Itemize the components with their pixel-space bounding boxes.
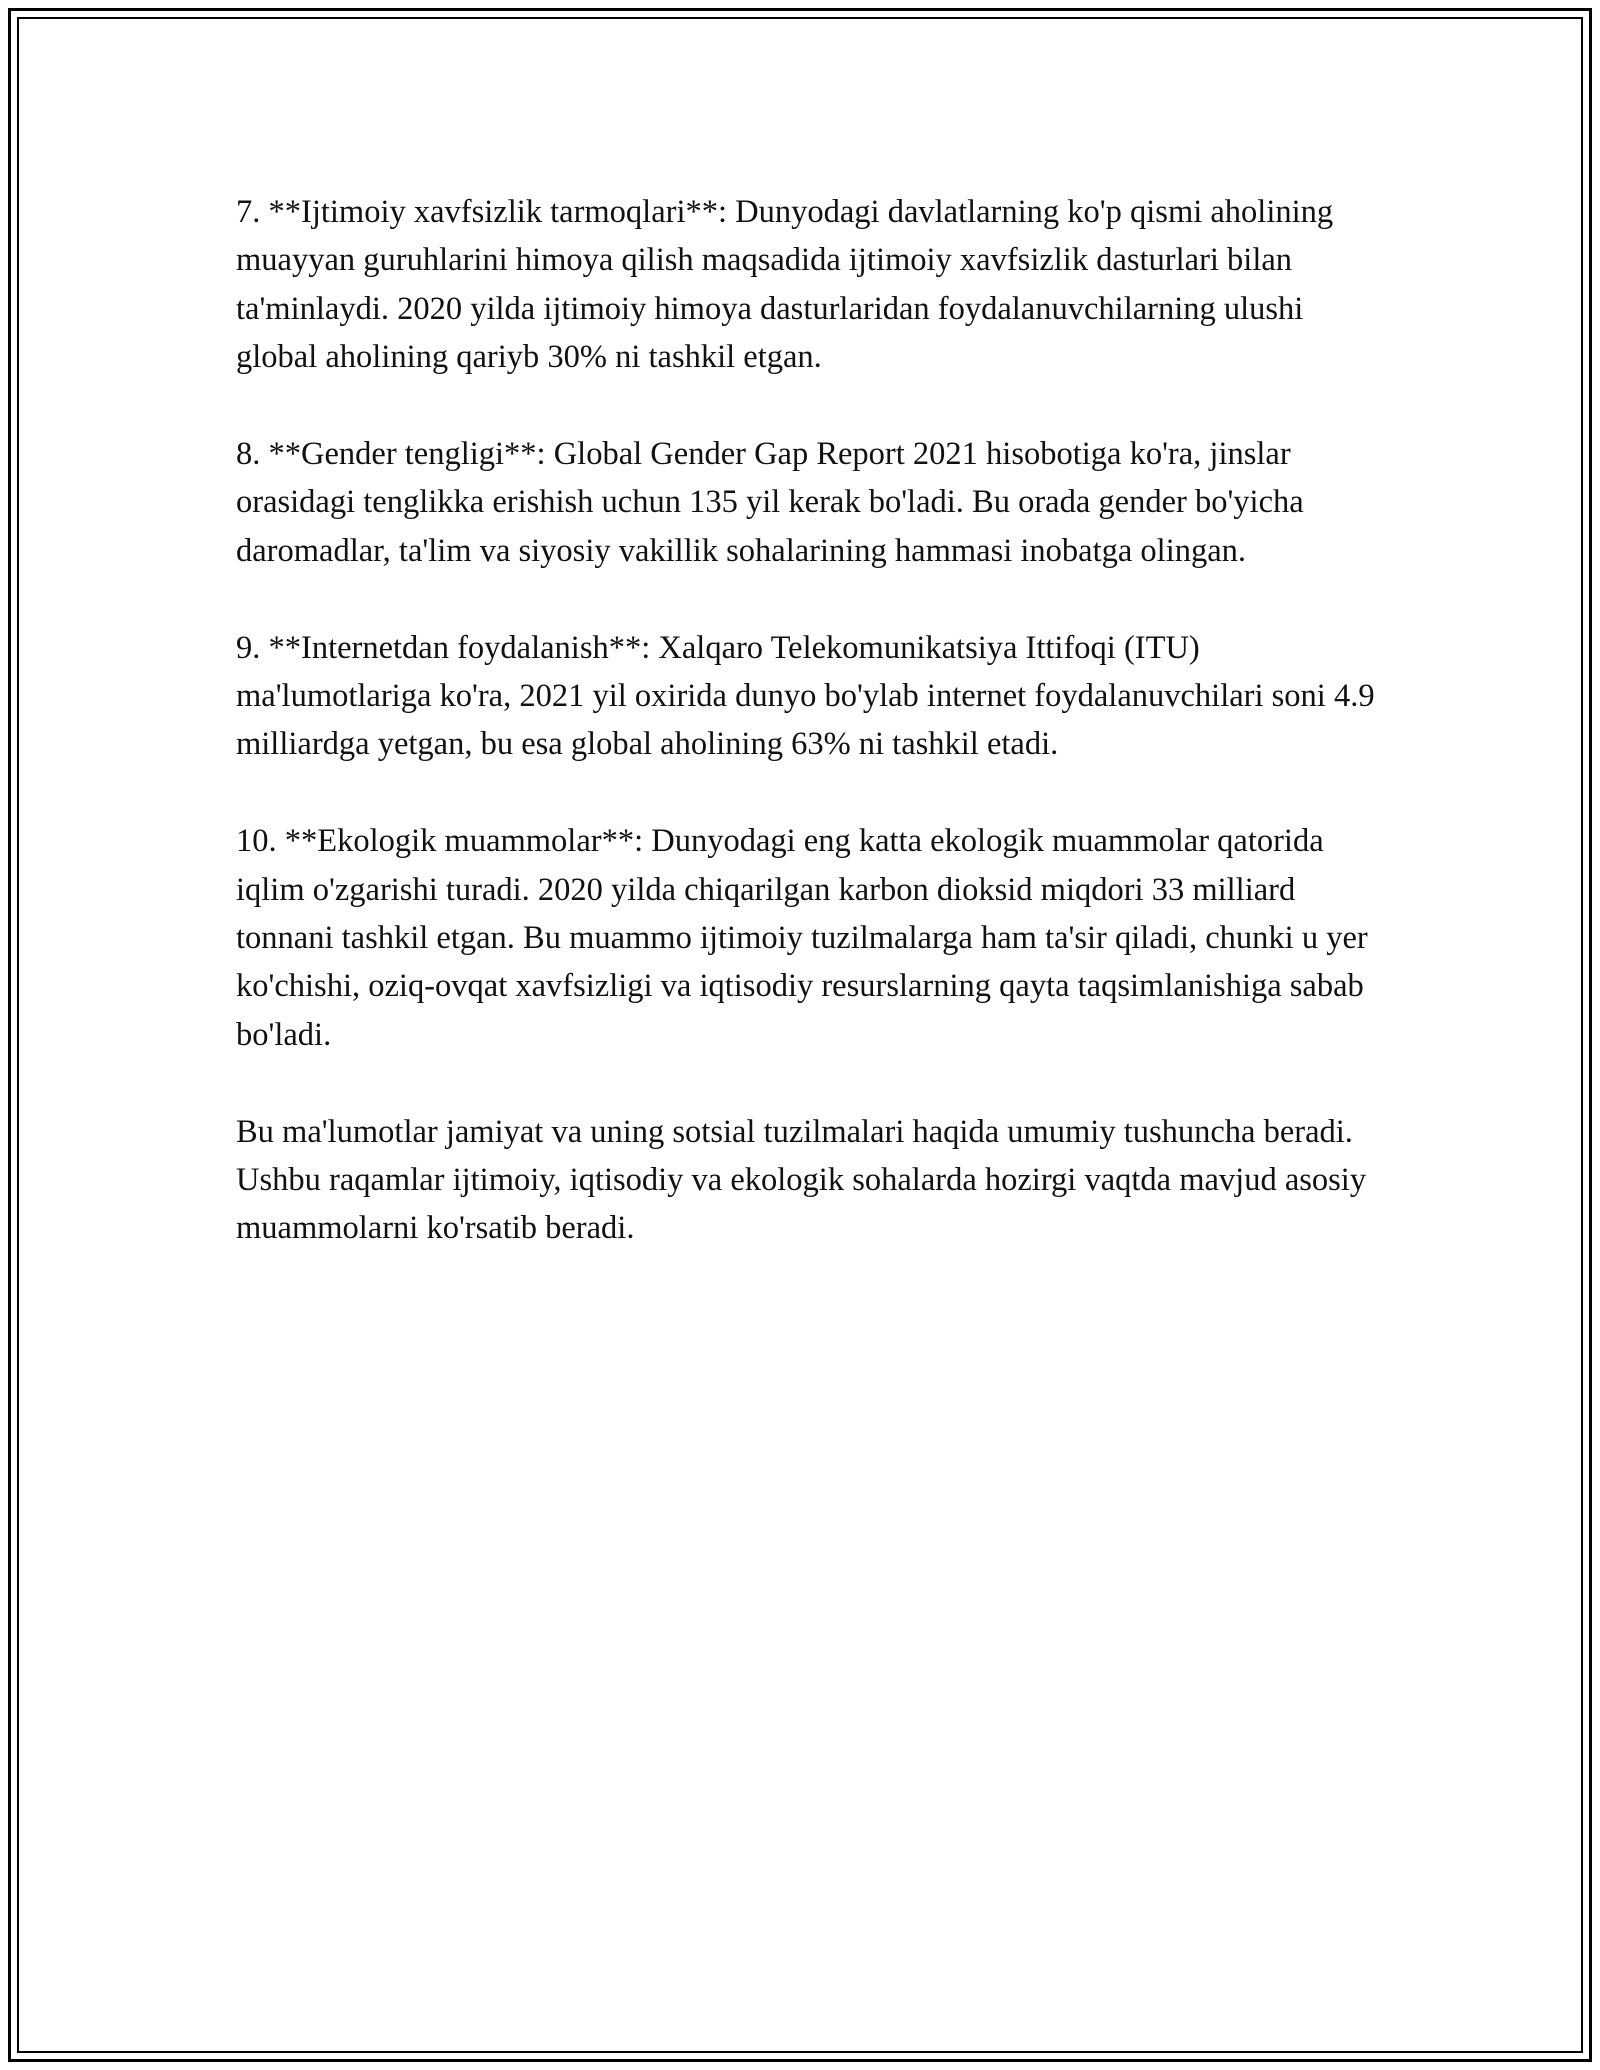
paragraph-social-safety-nets: 7. **Ijtimoiy xavfsizlik tarmoqlari**: Dunyodagi davlatlarning ko'p qismi aholining muayyan guruhlarini himoya qilish maqsadida ijtimoiy xavfsizlik dasturlari bilan ta'minlaydi. 2020 yilda ijtimoiy himoya dasturlaridan foydalanuvchilarning ulushi global aholining qariyb 30% ni tashkil etgan.: [236, 194, 1334, 376]
paragraph-internet-usage: 9. **Internetdan foydalanish**: Xalqaro Telekomunikatsiya Ittifoqi (ITU) ma'lumotlariga ko'ra, 2021 yil oxirida dunyo bo'ylab internet foydalanuvchilari soni 4.9 milliardga yetgan, bu esa global aholining 63% ni tashkil etadi.: [236, 629, 1375, 763]
paragraph-ecological-problems: 10. **Ekologik muammolar**: Dunyodagi eng katta ekologik muammolar qatorida iqlim o'zgarishi turadi. 2020 yilda chiqarilgan karbon dioksid miqdori 33 milliard tonnani tashkil etgan. Bu muammo ijtimoiy tuzilmalarga ham ta'sir qiladi, chunki u yer ko'chishi, oziq-ovqat xavfsizligi va iqtisodiy resurslarning qayta taqsimlanishiga sabab bo'ladi.: [236, 823, 1368, 1053]
document-body: [236, 188, 1376, 1253]
paragraph-gender-equality: 8. **Gender tengligi**: Global Gender Gap Report 2021 hisobotiga ko'ra, jinslar orasidagi tenglikka erishish uchun 135 yil kerak bo'ladi. Bu orada gender bo'yicha daromadlar, ta'lim va siyosiy vakillik sohalarining hammasi inobatga olingan.: [236, 436, 1304, 569]
paragraph-conclusion: Bu ma'lumotlar jamiyat va uning sotsial tuzilmalari haqida umumiy tushuncha beradi. Ushbu raqamlar ijtimoiy, iqtisodiy va ekologik sohalarda hozirgi vaqtda mavjud asosiy muammolarni ko'rsatib beradi.: [236, 1113, 1367, 1247]
